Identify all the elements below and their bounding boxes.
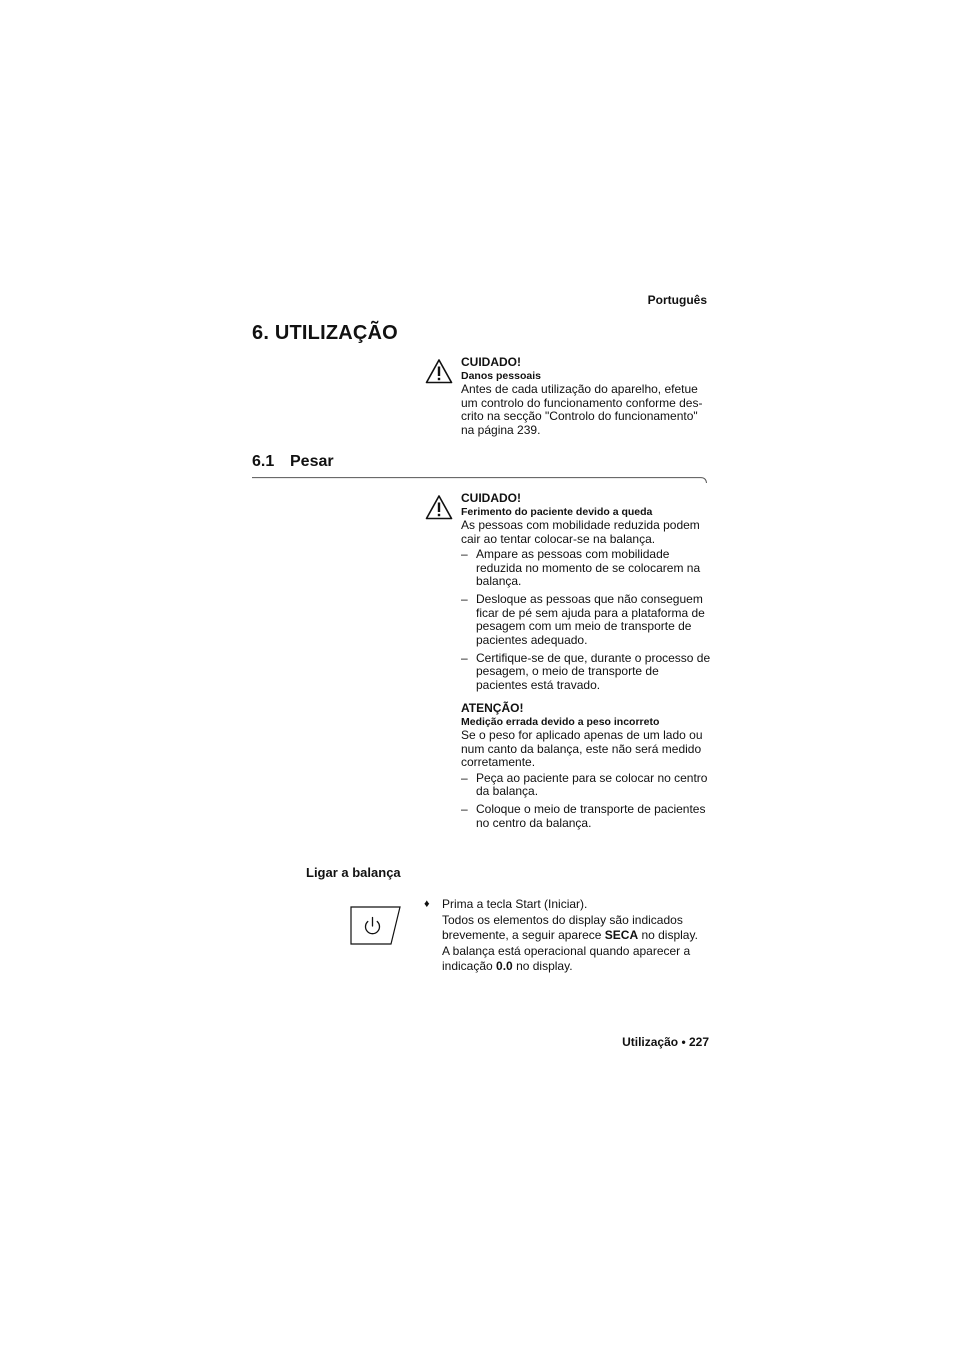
power-key-icon (350, 906, 402, 946)
warning-triangle-icon (425, 494, 453, 525)
step-line-1: Prima a tecla Start (Iniciar). (442, 897, 588, 911)
language-label: Português (647, 293, 707, 307)
warning-subtitle: Danos pessoais (461, 370, 541, 383)
list-marker: – (461, 592, 468, 607)
list-item: – Coloque o meio de transporte de pacientes no centro da balança. (461, 802, 706, 830)
attention-subtitle: Medição errada devido a peso incorreto (461, 716, 660, 729)
list-marker: – (461, 802, 468, 817)
list-marker: – (461, 770, 468, 785)
warning-text: Antes de cada utilização do aparelho, efetue um controlo do funcionamento conforme des-crito na secção "Controlo do funcionamento" na página 239. (461, 382, 703, 437)
section-heading (252, 453, 334, 471)
list-item: – Peça ao paciente para se colocar no centro da balança. (461, 770, 708, 799)
warning-triangle-icon (425, 358, 453, 389)
subsection-title: Ligar a balança (306, 865, 401, 880)
warning-subtitle: Ferimento do paciente devido a queda (461, 506, 653, 519)
warning-block-2 (461, 492, 711, 697)
attention-text: Se o peso for aplicado apenas de um lado ou num canto da balança, este não será medido corretamente. (461, 728, 703, 770)
list-item: – Ampare as pessoas com mobilidade reduzida no momento de se colocarem na balança. (461, 547, 701, 589)
warning-title: CUIDADO! (461, 491, 521, 505)
list-item: – Desloque as pessoas que não conseguem ficar de pé sem ajuda para a plataforma de pesagem com um meio de transporte de pacientes adequado. (461, 592, 705, 647)
step-bullet: ♦ (424, 898, 430, 910)
page-footer: Utilização • 227 (622, 1035, 709, 1049)
step-text (442, 897, 707, 975)
list-item: – Certifique-se de que, durante o processo de pesagem, o meio de transporte de pacientes está travado. (461, 651, 711, 692)
section-title: Pesar (290, 453, 334, 470)
list-marker: – (461, 651, 468, 666)
warning-title: CUIDADO! (461, 355, 521, 369)
warning-text: As pessoas com mobilidade reduzida podem cair ao tentar colocar-se na balança. (461, 518, 700, 546)
section-divider (252, 477, 707, 491)
step-line-3: A balança está operacional quando aparecer a indicação 0.0 no display. (442, 943, 691, 974)
warning-list (461, 548, 711, 692)
list-marker: – (461, 547, 468, 562)
attention-title: ATENÇÃO! (461, 701, 524, 715)
attention-list (461, 772, 711, 831)
attention-block (461, 702, 711, 835)
section-number: 6.1 (252, 453, 275, 470)
warning-block-1 (461, 356, 711, 437)
step-line-2: Todos os elementos do display são indicados brevemente, a seguir aparece SECA no display. (442, 912, 698, 943)
chapter-title: 6. UTILIZAÇÃO (252, 322, 398, 344)
